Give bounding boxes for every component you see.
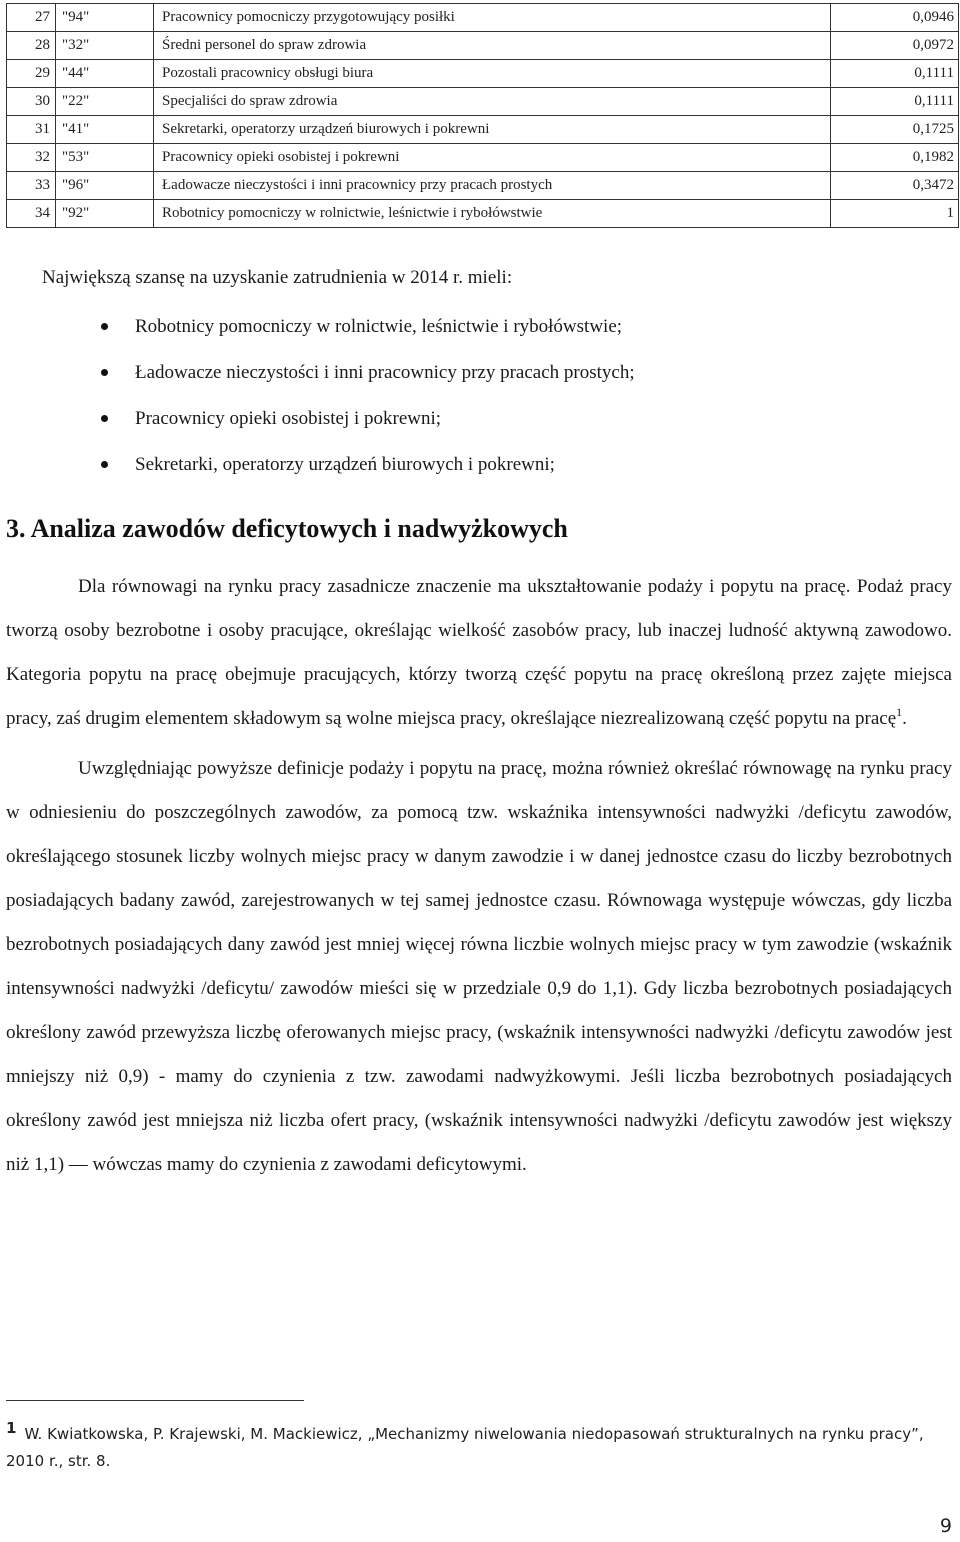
paragraph-1-text: Dla równowagi na rynku pracy zasadnicze znaczenie ma ukształtowanie podaży i popytu na pracę. Podaż pracy tworzą osoby bezrobotne i osoby pracujące, określając wielkość zasobów pracy, lub inaczej ludność aktywną zawodowo. Kategoria popytu na pracę obejmuje pracujących, którzy tworzą część popytu na pracę określoną przez zajęte miejsca pracy, zaś drugim elementem składowym są wolne miejsca pracy, określające niezrealizowaną część popytu na pracę [6, 576, 952, 729]
list-item-text: Robotnicy pomocniczy w rolnictwie, leśnictwie i rybołówstwie; [135, 316, 623, 337]
table-row [7, 60, 959, 88]
row-name-cell: Pozostali pracownicy obsługi biura [154, 60, 831, 88]
row-number-cell: 29 [7, 60, 56, 88]
row-value-cell: 0,3472 [831, 172, 959, 200]
table-row [7, 32, 959, 60]
paragraph-2: Uwzględniając powyższe definicje podaży i popytu na pracę, można również określać równowagę na rynku pracy w odniesieniu do poszczególnych zawodów, za pomocą tzw. wskaźnika intensywności nadwyżki /deficytu zawodów, określającego stosunek liczby wolnych miejsc pracy w danym zawodzie i w danej jednostce czasu do liczby bezrobotnych posiadających badany zawód, zarejestrowanych w tej samej jednostce czasu. Równowaga występuje wówczas, gdy liczba bezrobotnych posiadających dany zawód jest mniej więcej równa liczbie wolnych miejsc pracy w tym zawodzie (wskaźnik intensywności nadwyżki /deficytu/ zawodów mieści się w przedziale 0,9 do 1,1). Gdy liczba bezrobotnych posiadających określony zawód przewyższa liczbę oferowanych miejsc pracy, (wskaźnik intensywności nadwyżki /deficytu zawodów jest mniejszy niż 0,9) - mamy do czynienia z tzw. zawodami nadwyżkowymi. Jeśli liczba bezrobotnych posiadających określony zawód jest mniejsza niż liczba ofert pracy, (wskaźnik intensywności nadwyżki /deficytu zawodów jest większy niż 1,1) — wówczas mamy do czynienia z zawodami deficytowymi. [6, 758, 952, 1175]
footnote-text: W. Kwiatkowska, P. Krajewski, M. Mackiewicz, „Mechanizmy niwelowania niedopasowań strukturalnych na rynku pracy”, 2010 r., str. 8. [6, 1425, 924, 1470]
row-code-cell: "92" [56, 200, 154, 228]
bullet-list [0, 308, 635, 492]
bullet-icon [101, 415, 108, 422]
table-row [7, 144, 959, 172]
list-item [0, 446, 635, 492]
row-number-cell: 32 [7, 144, 56, 172]
row-code-cell: "22" [56, 88, 154, 116]
row-name-cell: Pracownicy pomocniczy przygotowujący posiłki [154, 4, 831, 32]
row-value-cell: 0,1982 [831, 144, 959, 172]
list-item [0, 354, 635, 400]
bullet-icon [101, 369, 108, 376]
row-name-cell: Ładowacze nieczystości i inni pracownicy przy pracach prostych [154, 172, 831, 200]
list-item [0, 400, 635, 446]
row-name-cell: Robotnicy pomocniczy w rolnictwie, leśnictwie i rybołówstwie [154, 200, 831, 228]
row-code-cell: "53" [56, 144, 154, 172]
row-code-cell: "32" [56, 32, 154, 60]
intro-text: Największą szansę na uzyskanie zatrudnienia w 2014 r. mieli: [42, 267, 513, 288]
table-row [7, 172, 959, 200]
row-number-cell: 34 [7, 200, 56, 228]
list-item-text: Ładowacze nieczystości i inni pracownicy przy pracach prostych; [135, 362, 635, 383]
row-value-cell: 0,0946 [831, 4, 959, 32]
footnote-ref: 1 [896, 705, 903, 719]
row-name-cell: Specjaliści do spraw zdrowia [154, 88, 831, 116]
row-number-cell: 33 [7, 172, 56, 200]
row-number-cell: 30 [7, 88, 56, 116]
row-name-cell: Średni personel do spraw zdrowia [154, 32, 831, 60]
row-number-cell: 27 [7, 4, 56, 32]
footnote-mark: 1 [6, 1419, 17, 1437]
list-item [0, 308, 635, 354]
footnote [6, 1415, 952, 1475]
table-row [7, 4, 959, 32]
page-number: 9 [939, 1515, 952, 1537]
list-item-text: Pracownicy opieki osobistej i pokrewni; [135, 408, 442, 429]
row-value-cell: 0,1111 [831, 88, 959, 116]
bullet-icon [101, 323, 108, 330]
row-code-cell: "94" [56, 4, 154, 32]
section-heading: 3. Analiza zawodów deficytowych i nadwyżkowych [6, 514, 568, 543]
row-code-cell: "41" [56, 116, 154, 144]
table-row [7, 88, 959, 116]
row-number-cell: 31 [7, 116, 56, 144]
row-name-cell: Sekretarki, operatorzy urządzeń biurowych i pokrewni [154, 116, 831, 144]
paragraph-1-end: . [902, 708, 907, 729]
row-code-cell: "96" [56, 172, 154, 200]
row-value-cell: 0,1111 [831, 60, 959, 88]
bullet-icon [101, 461, 108, 468]
row-value-cell: 0,0972 [831, 32, 959, 60]
table-row [7, 116, 959, 144]
occupations-table [6, 3, 959, 228]
row-number-cell: 28 [7, 32, 56, 60]
row-value-cell: 0,1725 [831, 116, 959, 144]
row-value-cell: 1 [831, 200, 959, 228]
table-row [7, 200, 959, 228]
paragraph-1 [6, 565, 952, 741]
list-item-text: Sekretarki, operatorzy urządzeń biurowych i pokrewni; [135, 454, 555, 475]
body-text [6, 565, 952, 1187]
footnote-divider [6, 1400, 304, 1401]
row-name-cell: Pracownicy opieki osobistej i pokrewni [154, 144, 831, 172]
row-code-cell: "44" [56, 60, 154, 88]
